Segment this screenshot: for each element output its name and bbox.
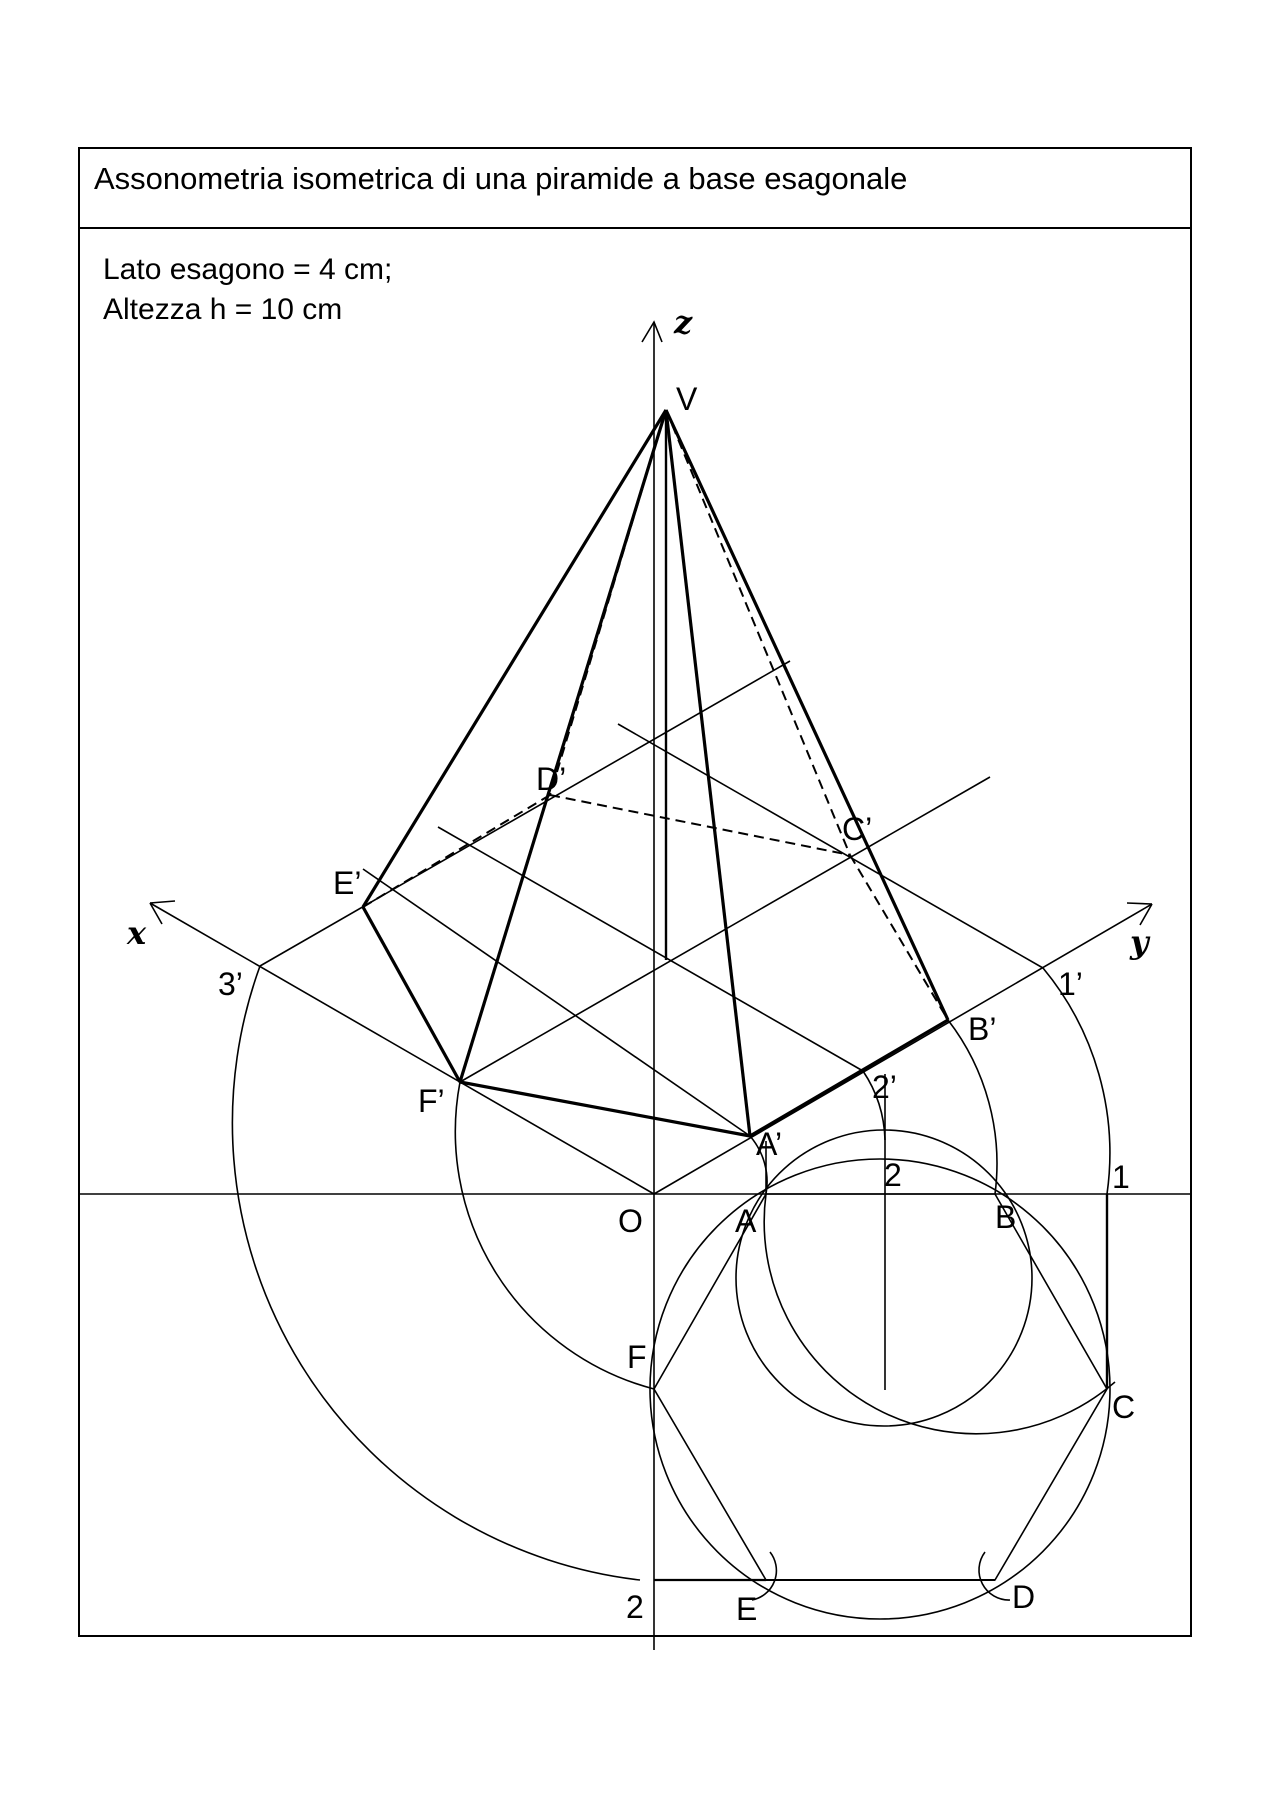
hexagon-circumcircle [650, 1159, 1110, 1619]
construction-arc [764, 1194, 1115, 1434]
drawing-title: Assonometria isometrica di una piramide a base esagonale [94, 161, 908, 196]
label-d-prime: D’ [536, 761, 567, 797]
label-f: F [627, 1339, 647, 1375]
lateral-edge-v-e [363, 410, 666, 907]
z-arrow [642, 322, 662, 342]
spec-side-length: Lato esagono = 4 cm; [103, 253, 393, 286]
true-hexagon [654, 1194, 1107, 1580]
base-edge-f-e [363, 907, 460, 1082]
label-e-prime: E’ [333, 865, 362, 901]
label-b: B [995, 1199, 1017, 1235]
y-parallel-line [260, 661, 790, 966]
arc-3-prime [232, 966, 640, 1580]
label-o: O [618, 1203, 643, 1239]
label-v: V [676, 381, 698, 417]
arc-mark-d [979, 1552, 1010, 1600]
base-edge-d-c [550, 795, 850, 855]
x-axis [150, 903, 654, 1194]
label-d: D [1012, 1579, 1036, 1615]
label-2-prime: 2’ [872, 1069, 897, 1105]
lateral-edge-v-a [666, 410, 750, 1136]
label-e: E [736, 1591, 758, 1627]
base-edge-a-b [750, 1020, 948, 1136]
x-parallel-line [618, 724, 1043, 968]
label-3-prime: 3’ [218, 966, 243, 1002]
label-c-prime: C’ [842, 811, 873, 847]
axis-label-y: y [1130, 923, 1149, 961]
base-edge-a-f [460, 1082, 750, 1136]
base-edge-c-b [850, 855, 948, 1020]
label-a: A [735, 1203, 757, 1239]
spec-height: Altezza h = 10 cm [103, 293, 343, 326]
lateral-edge-v-b [666, 410, 948, 1020]
axis-label-x: x [127, 914, 147, 952]
label-b-prime: B’ [968, 1011, 997, 1047]
label-1-prime: 1’ [1058, 966, 1083, 1002]
lateral-edge-v-c [666, 410, 850, 855]
label-2: 2 [884, 1157, 902, 1193]
base-edge-e-d [363, 795, 550, 907]
label-c: C [1112, 1389, 1136, 1425]
label-a-prime: A’ [756, 1126, 783, 1162]
label-1: 1 [1112, 1159, 1130, 1195]
label-f-prime: F’ [418, 1083, 445, 1119]
label-2-bottom: 2 [626, 1589, 644, 1625]
axis-label-z: z [674, 303, 693, 341]
